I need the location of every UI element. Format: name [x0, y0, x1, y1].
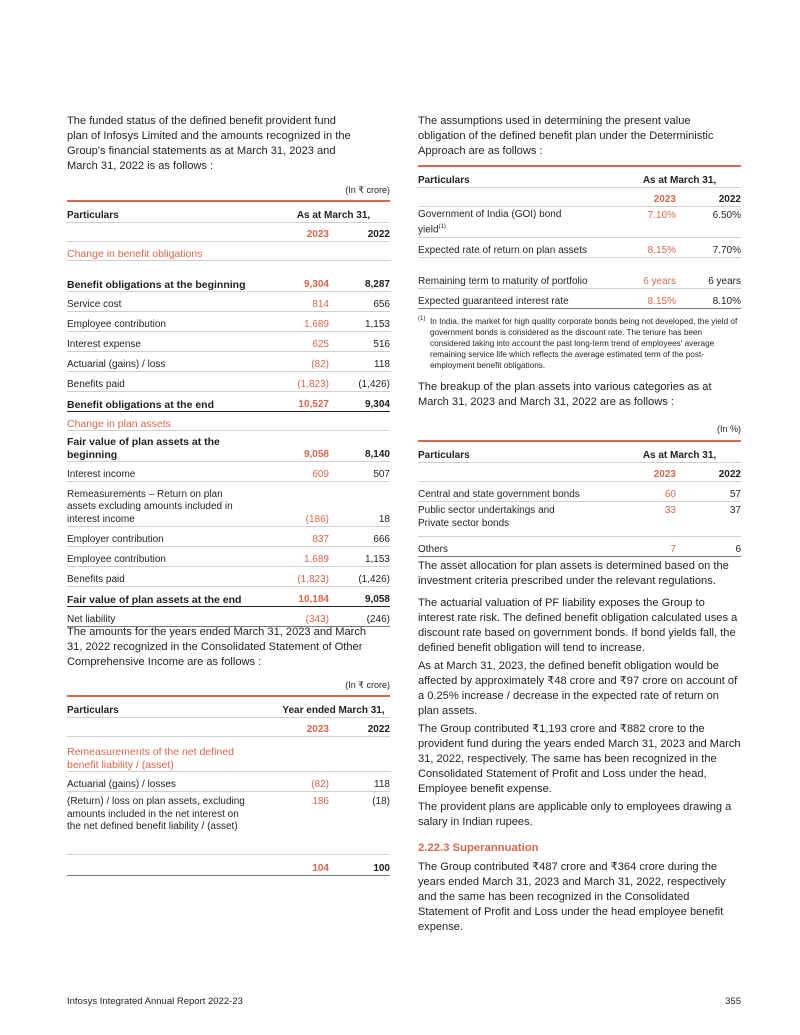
table-row: Actuarial (gains) / loss (82) 118 — [67, 352, 390, 372]
section-title: Remeasurements of the net defined benefit liability / (asset) — [67, 737, 390, 772]
section-row — [67, 412, 390, 431]
table-row: Benefits paid (1,823) (1,426) — [67, 372, 390, 392]
footnote — [418, 316, 741, 371]
assumptions-table — [418, 165, 741, 309]
table-row: Others 7 6 — [418, 537, 741, 557]
year-row — [418, 463, 741, 482]
unit-label-2: (In ₹ crore) — [345, 680, 390, 690]
year-2023: 2023 — [277, 718, 329, 737]
footnote-text: In India, the market for high quality corporate bonds being not developed, the yield of government bonds is considered as the discount rate. The tenure has been considered taking into account the past long-term trend of employees' average remaining service life which reflects the average estimated term of the post- employment benefit obligations. — [430, 317, 738, 370]
total-row: 104 100 — [67, 855, 390, 876]
table-row: Interest income 609 507 — [67, 462, 390, 482]
section-title: Change in plan assets — [67, 412, 390, 431]
year-2023: 2023 — [618, 188, 676, 207]
table-row: Service cost 814 656 — [67, 292, 390, 312]
table-row: Fair value of plan assets at the beginning 9,058 8,140 — [67, 431, 390, 462]
benefit-obligations-table — [67, 200, 390, 627]
oci-table — [67, 695, 390, 876]
table-row: Employee contribution 1,689 1,153 — [67, 547, 390, 567]
year-row — [67, 223, 390, 242]
unit-label: (In %) — [716, 424, 741, 434]
table-row: Expected guaranteed interest rate 8.15% 8.10% — [418, 289, 741, 309]
table-row: Actuarial (gains) / losses (82) 118 — [67, 772, 390, 792]
table-row: Remaining term to maturity of portfolio 6 years 6 years — [418, 258, 741, 289]
year-2022: 2022 — [329, 223, 390, 242]
table-header-row — [418, 166, 741, 188]
footer-page-number: 355 — [725, 996, 741, 1007]
plan-assets-table — [418, 440, 741, 557]
year-2022: 2022 — [329, 718, 390, 737]
provident-paragraph: The provident plans are applicable only to employees drawing a salary in Indian rupees. — [418, 801, 732, 828]
table-row: Public sector undertakings and Private sector bonds 33 37 — [418, 502, 741, 537]
footer-report-title: Infosys Integrated Annual Report 2022-23 — [67, 996, 243, 1007]
table-row: Central and state government bonds 60 57 — [418, 482, 741, 502]
col-group: As at March 31, — [618, 166, 741, 188]
col-particulars: Particulars — [418, 166, 618, 188]
contribution-paragraph: The Group contributed ₹1,193 crore and ₹882 crore to the provident fund during the years ended March 31, 2023 and March 31, 2022, respectively. The same has been recognized in the Consolidated Statement of Profit and Loss under the head, Employee benefit expense. — [418, 723, 741, 795]
col-particulars: Particulars — [67, 201, 277, 223]
col-group: As at March 31, — [277, 201, 390, 223]
unit-label: (In ₹ crore) — [345, 185, 390, 195]
table-row: Fair value of plan assets at the end 10,184 9,058 — [67, 587, 390, 607]
breakup-paragraph: The breakup of the plan assets into various categories as at March 31, 2023 and March 31, 2022 are as follows : — [418, 381, 712, 408]
superannuation-heading: 2.22.3 Superannuation — [418, 842, 539, 854]
allocation-paragraph: The asset allocation for plan assets is determined based on the investment criteria prescribed under the relevant regulations. — [418, 560, 729, 587]
col-group: Year ended March 31, — [277, 696, 390, 718]
section-title: Change in benefit obligations — [67, 242, 390, 261]
year-2023: 2023 — [277, 223, 329, 242]
table-row: Benefits paid (1,823) (1,426) — [67, 567, 390, 587]
col-group: As at March 31, — [618, 441, 741, 463]
table-row: Expected rate of return on plan assets 8.15% 7.70% — [418, 238, 741, 258]
year-2022: 2022 — [676, 188, 741, 207]
table-row: Interest expense 625 516 — [67, 332, 390, 352]
year-row — [418, 188, 741, 207]
superannuation-paragraph: The Group contributed ₹487 crore and ₹364 crore during the years ended March 31, 2023 and March 31, 2022, respectively and the same has been recognized in the Consolidated Statement of Profit and Loss under the head employee benefit expense. — [418, 861, 726, 933]
assumptions-paragraph: The assumptions used in determining the present value obligation of the defined benefit plan under the Deterministic Approach are as follows : — [418, 115, 714, 157]
table-header-row — [418, 441, 741, 463]
year-2022: 2022 — [676, 463, 741, 482]
section-row — [67, 242, 390, 261]
section-row — [67, 737, 390, 772]
year-row — [67, 718, 390, 737]
col-particulars: Particulars — [67, 696, 277, 718]
table-row: (Return) / loss on plan assets, excluding amounts included in the net interest on the net defined benefit liability / (asset) 186 (18) — [67, 792, 390, 855]
table-row: Government of India (GOI) bond yield$^{(1)}$ 7.10% 6.50% — [418, 207, 741, 238]
table-row: Benefit obligations at the end 10,527 9,304 — [67, 392, 390, 412]
oci-paragraph: The amounts for the years ended March 31, 2023 and March 31, 2022 recognized in the Consolidated Statement of Other Comprehensive Income are as follows : — [67, 626, 367, 668]
table-row: Employee contribution 1,689 1,153 — [67, 312, 390, 332]
intro-paragraph: The funded status of the defined benefit provident fund plan of Infosys Limited and the amounts recognized in the Group's financial statements as at March 31, 2023 and March 31, 2022 is as follows : — [67, 115, 351, 172]
valuation-paragraph: The actuarial valuation of PF liability exposes the Group to interest rate risk. The defined benefit obligation calculated uses a discount rate based on government bonds. If bond yields fall, the defined benefit obligation will tend to increase. — [418, 597, 738, 654]
table-row: Remeasurements – Return on plan assets excluding amounts included in interest income (186) 18 — [67, 482, 390, 527]
table-row: Benefit obligations at the beginning 9,304 8,287 — [67, 261, 390, 292]
table-row: Net liability (343) (246) — [67, 607, 390, 627]
sensitivity-paragraph: As at March 31, 2023, the defined benefit obligation would be affected by approximately ₹48 crore and ₹97 crore on account of a 0.25% increase / decrease in the expected rate of return on plan assets. — [418, 660, 738, 717]
footnote-mark: (1) — [418, 316, 426, 322]
year-2023: 2023 — [618, 463, 676, 482]
col-particulars: Particulars — [418, 441, 618, 463]
table-row: Employer contribution 837 666 — [67, 527, 390, 547]
table-header-row — [67, 696, 390, 718]
table-header-row — [67, 201, 390, 223]
